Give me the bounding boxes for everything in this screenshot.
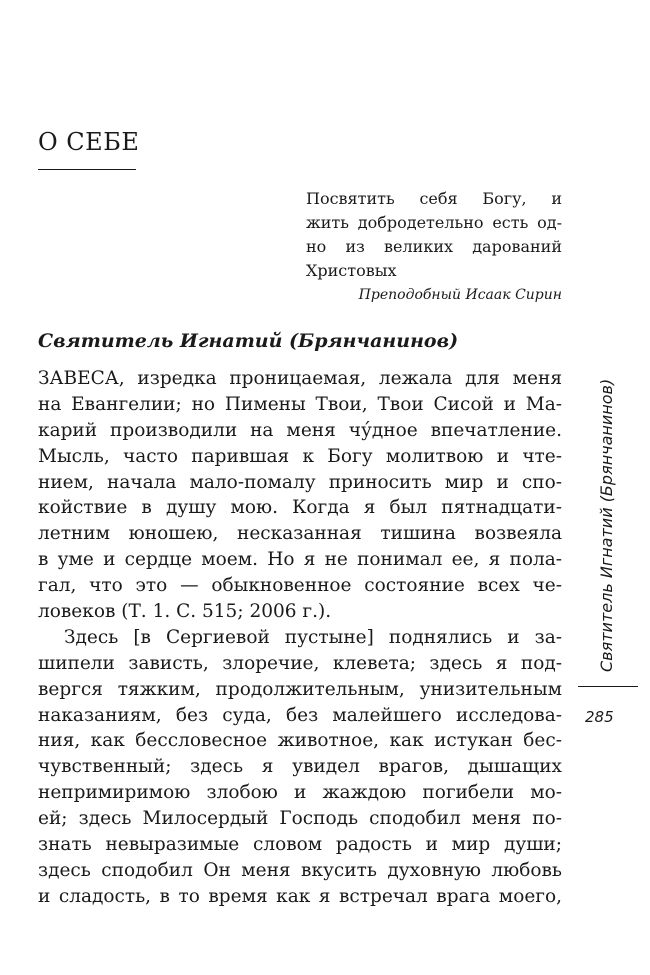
author-heading: Святитель Игнатий (Брянчанинов)	[38, 330, 459, 352]
text-line: непримиримою злобою и жаждою погибели мо-	[38, 782, 562, 804]
section-title: О СЕБЕ	[38, 128, 140, 156]
text-line: на Евангелии; но Пимены Твои, Твои Сисой и Ма-	[38, 393, 562, 415]
text-line: летним юношею, несказанная тишина возвеяла	[38, 523, 562, 545]
text-line: гал, что это — обыкновенное состояние всех че-	[38, 575, 562, 597]
text-line: наказаниям, без суда, без малейшего исследова-	[38, 704, 562, 726]
text-line: чувственный; здесь я увидел врагов, дышащих	[38, 756, 562, 778]
page-number: 285	[585, 708, 614, 726]
text-line: знать невыразимые словом радость и мир души;	[38, 834, 562, 856]
text-line: койствие в душу мою. Когда я был пятнадцати-	[38, 497, 562, 519]
running-head-rule	[578, 686, 638, 687]
text-line: в уме и сердце моем. Но я не понимал ее, я пола-	[38, 549, 562, 571]
text-line: шипели зависть, злоречие, клевета; здесь я под-	[38, 652, 562, 674]
text-line: карий производили на меня чу́дное впечатление.	[38, 419, 562, 441]
epigraph-line: но из великих дарований	[306, 237, 562, 256]
epigraph-author: Преподобный Исаак Сирин	[358, 287, 562, 303]
text-line: и сладость, в то время как я встречал врага моего,	[38, 885, 562, 907]
epigraph-line: жить добродетельно есть од-	[306, 213, 562, 232]
body-text	[38, 366, 562, 910]
title-underline	[38, 169, 136, 170]
epigraph-line: Посвятить себя Богу, и	[306, 189, 562, 208]
text-line: ей; здесь Милосердый Господь сподобил меня по-	[38, 808, 562, 830]
running-head-text: Святитель Игнатий (Брянчанинов)	[597, 378, 616, 672]
text-line: Мысль, часто парившая к Богу молитвою и чте-	[38, 445, 562, 467]
text-line: ния, как бессловесное животное, как истукан бес-	[38, 730, 562, 752]
text-line: ЗАВЕСА, изредка проницаемая, лежала для меня	[38, 368, 562, 389]
epigraph-line: Христовых	[306, 261, 397, 280]
text-line: ловеков (Т. 1. С. 515; 2006 г.).	[38, 601, 332, 623]
text-line: вергся тяжким, продолжительным, унизительным	[38, 678, 562, 700]
text-line: нием, начала мало-помалу приносить мир и спо-	[38, 471, 562, 493]
text-line: здесь сподобил Он меня вкусить духовную любовь	[38, 859, 562, 881]
text-line: Здесь [в Сергиевой пустыне] поднялись и за-	[64, 626, 562, 648]
epigraph	[306, 187, 562, 283]
